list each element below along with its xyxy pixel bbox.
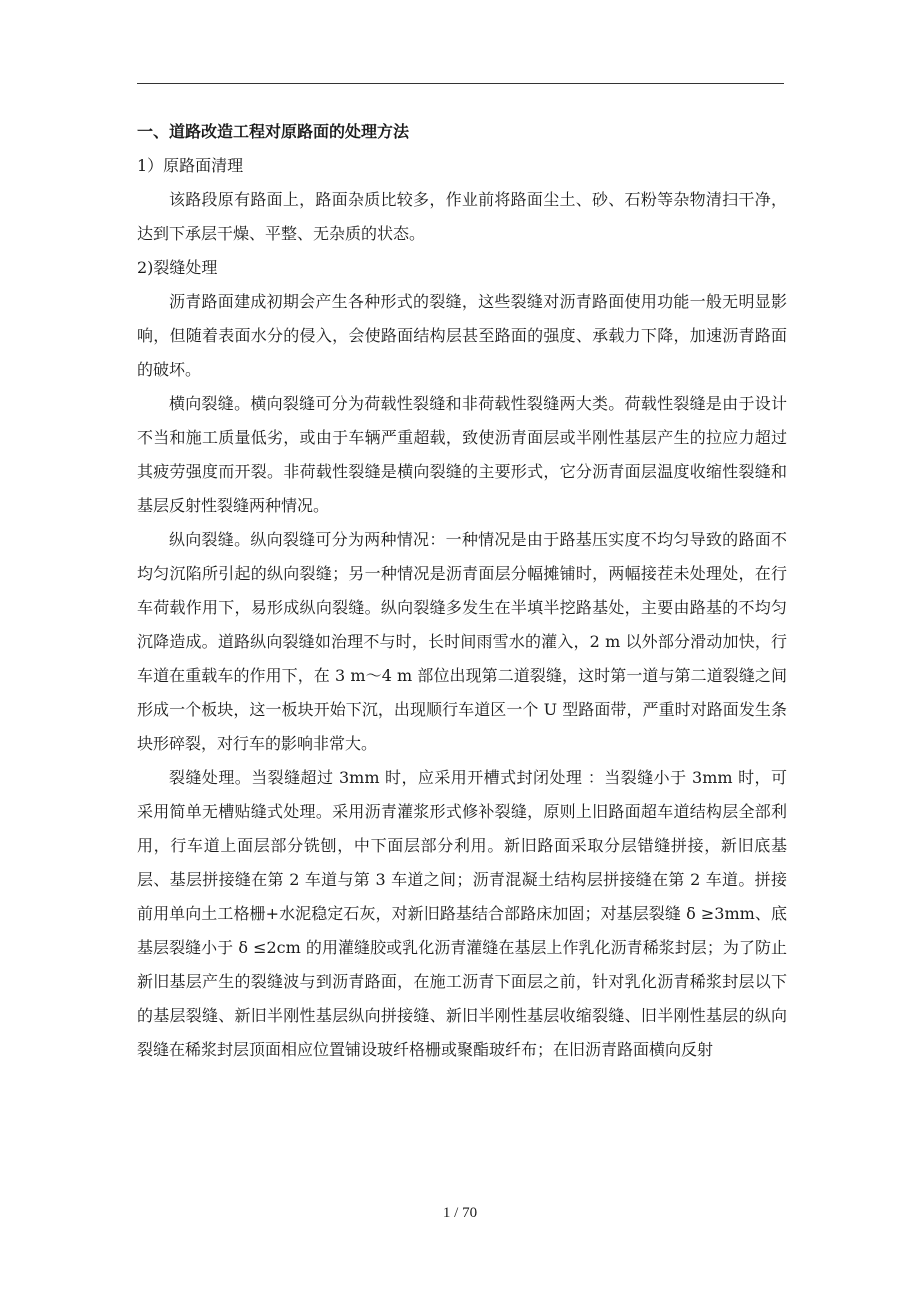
section-heading: 一、道路改造工程对原路面的处理方法 [137,122,410,141]
paragraph: 沥青路面建成初期会产生各种形式的裂缝，这些裂缝对沥青路面使用功能一般无明显影响，但随着表面水分的侵入，会使路面结构层甚至路面的强度、承载力下降，加速沥青路面的破坏。 [137,292,787,379]
paragraph: 该路段原有路面上，路面杂质比较多，作业前将路面尘土、砂、石粉等杂物清扫干净，达到下承层干燥、平整、无杂质的状态。 [137,190,787,243]
page-number: 1 / 70 [442,1205,478,1221]
subsection-title-1: 1）原路面清理 [137,156,244,175]
header-rule [137,83,784,84]
paragraph: 横向裂缝。横向裂缝可分为荷载性裂缝和非荷载性裂缝两大类。荷载性裂缝是由于设计不当和施工质量低劣，或由于车辆严重超载，致使沥青面层或半刚性基层产生的拉应力超过其疲劳强度而开裂。非荷载性裂缝是横向裂缝的主要形式，它分沥青面层温度收缩性裂缝和基层反射性裂缝两种情况。 [137,394,787,515]
paragraph: 纵向裂缝。纵向裂缝可分为两种情况：一种情况是由于路基压实度不均匀导致的路面不均匀沉陷所引起的纵向裂缝；另一种情况是沥青面层分幅摊铺时，两幅接茬未处理处，在行车荷载作用下，易形成纵向裂缝。纵向裂缝多发生在半填半挖路基处，主要由路基的不均匀沉降造成。道路纵向裂缝如治理不与时，长时间雨雪水的灌入，2 m 以外部分滑动加快，行车道在重载车的作用下，在 3 m～4 m 部位出现第二道裂缝，这时第一道与第二道裂缝之间形成一个板块，这一板块开始下沉，出现顺行车道区一个 U 型路面带，严重时对路面发生条块形碎裂，对行车的影响非常大。 [137,530,787,753]
subsection-title-2: 2)裂缝处理 [137,258,218,277]
paragraph: 裂缝处理。当裂缝超过 3mm 时，应采用开槽式封闭处理 ：当裂缝小于 3mm 时，可采用简单无槽贴缝式处理。采用沥青灌浆形式修补裂缝，原则上旧路面超车道结构层全部利用，行车道上面层部分铣刨，中下面层部分利用。新旧路面采取分层错缝拼接，新旧底基层、基层拼接缝在第 2 车道与第 3 车道之间；沥青混凝土结构层拼接缝在第 2 车道。拼接前用单向土工格栅+水泥稳定石灰，对新旧路基结合部路床加固；对基层裂缝 δ ≥3mm、底基层裂缝小于 δ ≤2cm 的用灌缝胶或乳化沥青灌缝在基层上作乳化沥青稀浆封层；为了防止新旧基层产生的裂缝波与到沥青路面，在施工沥青下面层之前，针对乳化沥青稀浆封层以下的基层裂缝、新旧半刚性基层纵向拼接缝、新旧半刚性基层收缩裂缝、旧半刚性基层的纵向裂缝在稀浆封层顶面相应位置铺设玻纤格栅或聚酯玻纤布；在旧沥青路面横向反射 [137,768,787,1059]
document-body [137,115,787,1067]
